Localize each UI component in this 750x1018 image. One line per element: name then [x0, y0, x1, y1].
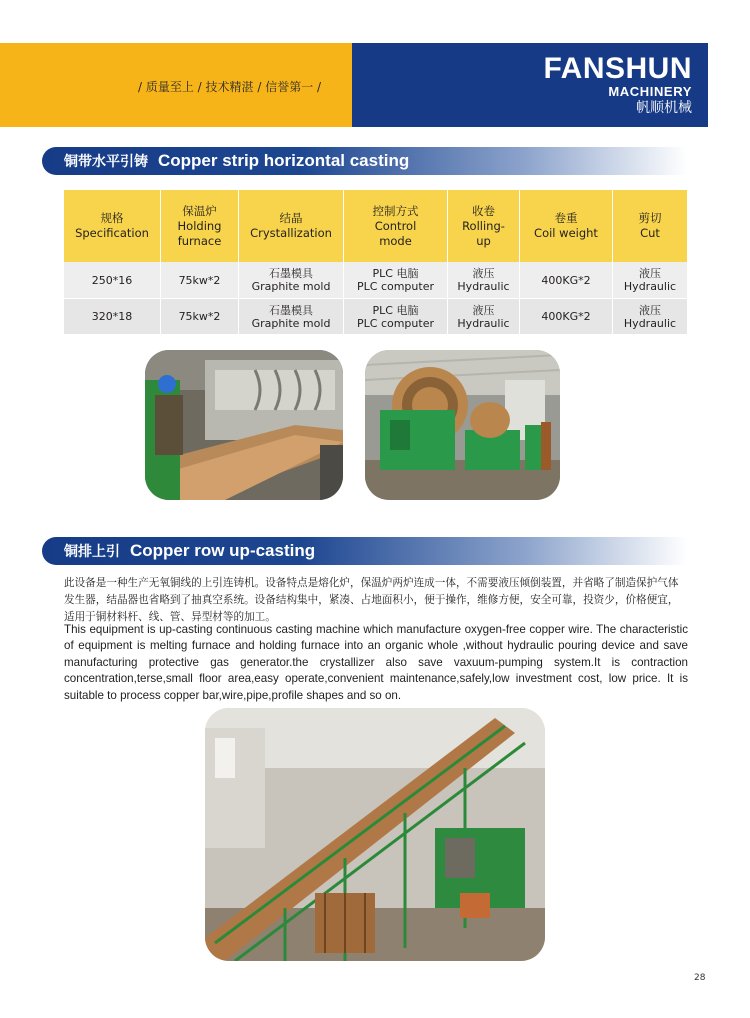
photo-strip-casting-machine: [145, 350, 343, 500]
col-header-control: 控制方式 Control mode: [344, 190, 448, 262]
col-header-weight: 卷重 Coil weight: [520, 190, 613, 262]
header-slogan: / 质量至上 / 技术精湛 / 信誉第一 /: [138, 80, 322, 94]
brand-cn: 帆顺机械: [636, 100, 692, 116]
photo-coiling-machines: [365, 350, 560, 500]
cell-control: PLC 电脑 PLC computer: [344, 262, 448, 298]
col-header-furnace: 保温炉 Holding furnace: [161, 190, 239, 262]
brand-name: FANSHUN: [543, 52, 692, 85]
cell-weight: 400KG*2: [520, 262, 613, 298]
section-title-cn: 铜带水平引铸: [64, 154, 148, 170]
spec-table: [64, 190, 687, 334]
section-title-en: Copper strip horizontal casting: [158, 151, 410, 170]
col-header-rolling: 收卷 Rolling- up: [448, 190, 520, 262]
brand-logo: [543, 53, 692, 117]
table-header-row: [64, 190, 687, 262]
col-header-spec: 规格 Specification: [64, 190, 161, 262]
cell-spec: 320*18: [64, 298, 161, 334]
description-cn: 此设备是一种生产无氧铜线的上引连铸机。设备特点是熔化炉，保温炉两炉连成一体，不需要液压倾倒装置，并省略了制造保护气体发生器，结晶器也省略到了抽真空系统。设备结构集中，紧凑、占地面积小，便于操作，维修方便，安全可靠，投资少，价格便宜，适用于铜材料杆、线、管、异型材等的加工。: [64, 577, 679, 623]
cell-spec: 250*16: [64, 262, 161, 298]
cell-weight: 400KG*2: [520, 298, 613, 334]
brand-sub: MACHINERY: [608, 84, 692, 99]
cell-control: PLC 电脑 PLC computer: [344, 298, 448, 334]
table-row: [64, 262, 687, 298]
cell-furnace: 75kw*2: [161, 262, 239, 298]
cell-rolling: 液压 Hydraulic: [448, 298, 520, 334]
cell-rolling: 液压 Hydraulic: [448, 262, 520, 298]
header-blue-band: [352, 43, 708, 127]
section-title-cn: 铜排上引: [64, 544, 120, 560]
description-en: This equipment is up-casting continuous casting machine which manufacture oxygen-free copper wire. The characteristic of equipment is melting furnace and holding furnace into an organic whole ,without hydraulic pouring device and save manufacturing protective gas generator.the crystallizer also save vaxuum-pumping system.It is contraction concentration,terse,small floor area,easy operate,convenient maintenance,safely,low investment cost, low price. It is suitable to process copper bar,wire,pipe,profile shapes and so on.: [64, 623, 688, 702]
col-header-cut: 剪切 Cut: [613, 190, 687, 262]
cell-cut: 液压 Hydraulic: [613, 262, 687, 298]
table-row: [64, 298, 687, 334]
cell-crystallization: 石墨模具 Graphite mold: [239, 298, 344, 334]
section-heading-up-casting: [42, 537, 687, 565]
section-heading-strip-casting: [42, 147, 687, 175]
photo-up-casting-line: [205, 708, 545, 961]
cell-furnace: 75kw*2: [161, 298, 239, 334]
col-header-crystallization: 结晶 Crystallization: [239, 190, 344, 262]
cell-cut: 液压 Hydraulic: [613, 298, 687, 334]
section-title-en: Copper row up-casting: [130, 541, 316, 560]
cell-crystallization: 石墨模具 Graphite mold: [239, 262, 344, 298]
page-number: 28: [694, 973, 706, 983]
